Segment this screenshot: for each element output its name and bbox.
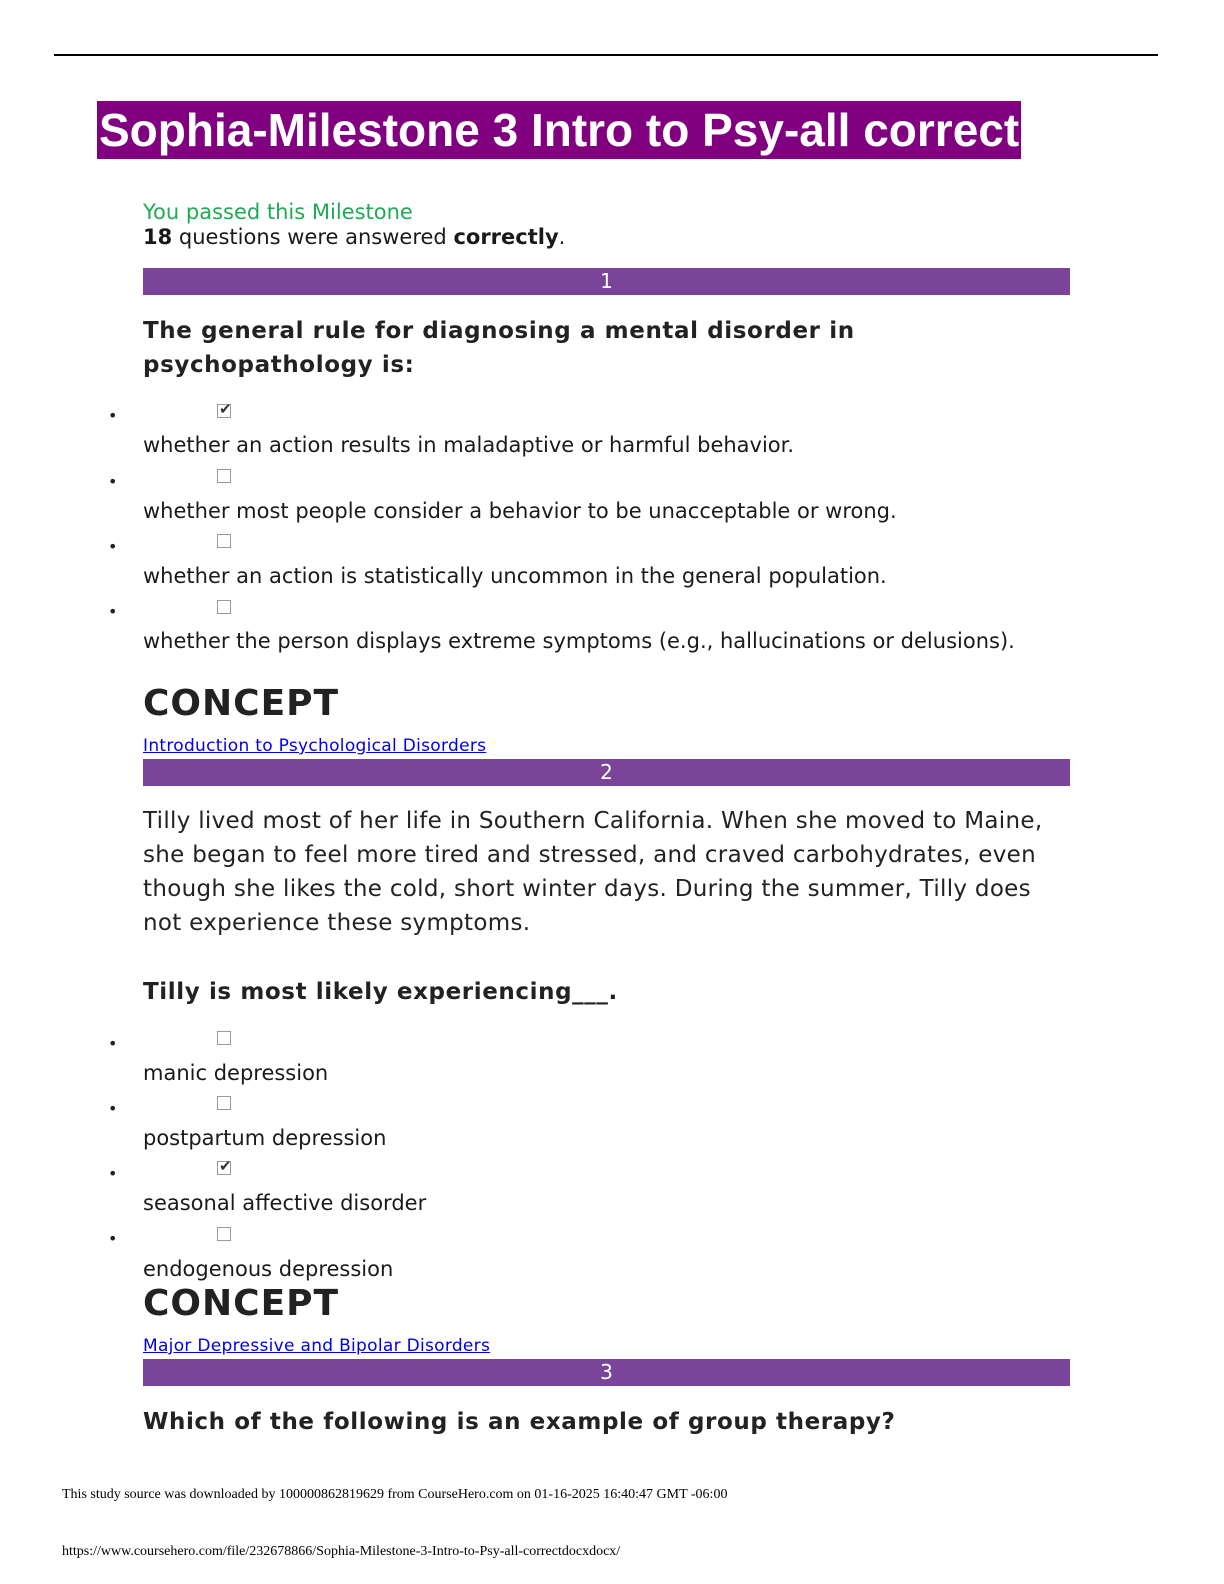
download-notice: This study source was downloaded by 100000862819629 from CourseHero.com on 01-16-2025 16:40:47 GMT -06:00 bbox=[62, 1487, 728, 1502]
question-number-bar: 2 bbox=[143, 759, 1070, 786]
question-stem: Tilly lived most of her life in Southern California. When she moved to Maine, she began to feel more tired and stressed, and craved carbohydrates, even though she likes the cold, short winter days. During the summer, Tilly does not experience these symptoms. bbox=[143, 808, 1043, 936]
answer-option: whether an action results in maladaptive or harmful behavior. bbox=[143, 433, 795, 457]
concept-link[interactable]: Major Depressive and Bipolar Disorders bbox=[143, 1336, 491, 1356]
answer-option: endogenous depression bbox=[143, 1257, 394, 1281]
concept-heading: CONCEPT bbox=[143, 1283, 340, 1324]
bullet-icon bbox=[108, 1040, 116, 1048]
bullet-icon bbox=[108, 1235, 116, 1243]
answer-option: manic depression bbox=[143, 1061, 329, 1085]
summary-text: questions were answered bbox=[178, 225, 447, 249]
bullet-icon bbox=[108, 543, 116, 551]
concept-heading: CONCEPT bbox=[143, 683, 340, 724]
checkbox[interactable] bbox=[217, 1227, 231, 1241]
bullet-icon bbox=[108, 1105, 116, 1113]
answer-option: whether the person displays extreme symptoms (e.g., hallucinations or delusions). bbox=[143, 629, 1015, 653]
bullet-icon bbox=[108, 608, 116, 616]
bullet-icon bbox=[108, 1170, 116, 1178]
checkbox[interactable] bbox=[217, 534, 231, 548]
passed-message: You passed this Milestone bbox=[143, 200, 413, 224]
bullet-icon bbox=[108, 478, 116, 486]
checkbox-checked[interactable] bbox=[217, 1161, 231, 1175]
concept-link[interactable]: Introduction to Psychological Disorders bbox=[143, 736, 487, 756]
answer-option: postpartum depression bbox=[143, 1126, 387, 1150]
question-text: The general rule for diagnosing a mental disorder in psychopathology is: bbox=[143, 318, 855, 378]
checkbox[interactable] bbox=[217, 1096, 231, 1110]
checkbox[interactable] bbox=[217, 1031, 231, 1045]
checkbox[interactable] bbox=[217, 469, 231, 483]
question-number-bar: 3 bbox=[143, 1359, 1070, 1386]
score-summary bbox=[143, 225, 565, 249]
answer-option: whether an action is statistically uncommon in the general population. bbox=[143, 564, 887, 588]
question-text: Which of the following is an example of group therapy? bbox=[143, 1409, 896, 1435]
source-url: https://www.coursehero.com/file/232678866/Sophia-Milestone-3-Intro-to-Psy-all-correctdocxdocx/ bbox=[62, 1544, 621, 1559]
question-number-bar: 1 bbox=[143, 268, 1070, 295]
page-title: Sophia-Milestone 3 Intro to Psy-all correct bbox=[97, 101, 1021, 159]
summary-end: . bbox=[558, 225, 566, 249]
summary-bold: correctly bbox=[453, 225, 559, 249]
top-rule bbox=[54, 54, 1158, 56]
checkbox[interactable] bbox=[217, 600, 231, 614]
question-text: Tilly is most likely experiencing___. bbox=[143, 979, 618, 1005]
answer-option: whether most people consider a behavior to be unacceptable or wrong. bbox=[143, 499, 897, 523]
correct-count: 18 bbox=[143, 225, 173, 249]
bullet-icon bbox=[108, 412, 116, 420]
answer-option: seasonal affective disorder bbox=[143, 1191, 427, 1215]
checkbox-checked[interactable] bbox=[217, 404, 231, 418]
